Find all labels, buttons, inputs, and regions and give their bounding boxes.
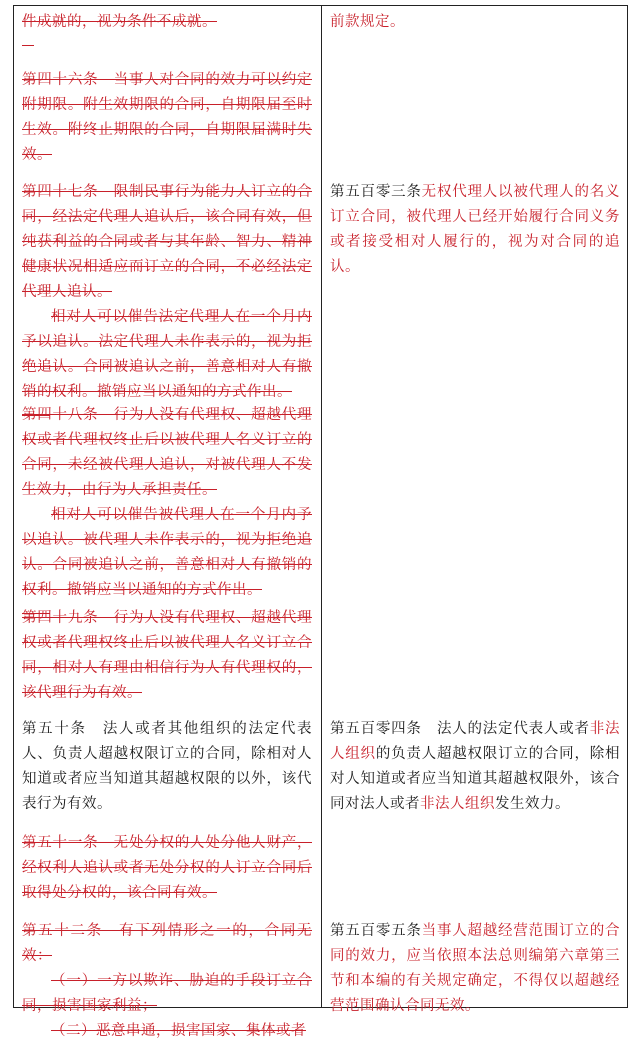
deleted-text: 第四十九条 行为人没有代理权、超越代理权或者代理权终止后以被代理人名义订立合同，相对人有理由相信行为人有代理权的，该代理行为有效。 (22, 610, 312, 701)
deleted-text: 相对人可以催告被代理人在一个月内予以追认。被代理人未作表示的，视为拒绝追认。合同被追认之前，善意相对人有撤销的权利。撤销应当以通知的方式作出。 (22, 507, 312, 598)
deleted-text: 第五十一条 无处分权的人处分他人财产，经权利人追认或者无处分权的人订立合同后取得处分权的，该合同有效。 (22, 835, 312, 901)
deleted-text: 第五十二条 有下列情形之一的，合同无效： (22, 923, 312, 964)
left-fragment-top (22, 10, 312, 46)
article-text-changed: 无权代理人以被代理人的名义订立合同，被代理人已经开始履行合同义务或者接受相对人履行的，视为对合同的追认。 (330, 184, 621, 275)
deleted-text: 第四十七条 限制民事行为能力人订立的合同，经法定代理人追认后，该合同有效，但纯获利益的合同或者与其年龄、智力、精神健康状况相适应而订立的合同，不必经法定代理人追认。 (22, 184, 312, 300)
article-505 (330, 919, 620, 1019)
article-52-deleted (22, 919, 312, 1044)
article-49-deleted (22, 606, 312, 706)
deleted-text: 第四十六条 当事人对合同的效力可以约定附期限。附生效期限的合同，自期限届至时生效。附终止期限的合同，自期限届满时失效。 (22, 72, 312, 163)
article-number: 第五百零三条 (330, 184, 422, 200)
article-text: 第五十条 法人或者其他组织的法定代表人、负责人超越权限订立的合同，除相对人知道或者应当知道其超越权限的以外，该代表行为有效。 (22, 721, 312, 812)
right-column-new-code (322, 6, 628, 1014)
article-50 (22, 717, 312, 817)
article-503 (330, 180, 620, 280)
article-47-deleted (22, 180, 312, 416)
deleted-text: （二）恶意串通，损害国家、集体或者 (51, 1023, 306, 1039)
deleted-text: 第四十八条 行为人没有代理权、超越代理权或者代理权终止后以被代理人名义订立的合同，未经被代理人追认，对被代理人不发生效力，由行为人承担责任。 (22, 407, 312, 498)
article-48-deleted (22, 403, 312, 614)
deleted-text: 件成就的，视为条件不成就。 (22, 14, 217, 30)
deleted-text: （一）一方以欺诈、胁迫的手段订立合同，损害国家利益； (22, 973, 312, 1014)
comparison-table (13, 5, 628, 1039)
left-column-old-law (14, 6, 320, 1039)
article-number: 第五百零五条 (330, 923, 422, 939)
article-text-changed: 非法人组织 (420, 796, 495, 812)
article-text: 第五百零四条 法人的法定代表人或者 (330, 721, 590, 737)
article-text: 发生效力。 (495, 796, 570, 812)
article-text-changed: 非法人组织 (330, 721, 621, 762)
article-text: 的负责人超越权限订立的合同，除相对人知道或者应当知道其超越权限外，该合同对法人或者 (330, 746, 621, 812)
right-fragment-top (330, 10, 620, 35)
article-text: 前款规定。 (330, 14, 405, 30)
deleted-text: 相对人可以催告法定代理人在一个月内予以追认。法定代理人未作表示的，视为拒绝追认。合同被追认之前，善意相对人有撤销的权利。撤销应当以通知的方式作出。 (22, 309, 312, 400)
article-text-changed: 当事人超越经营范围订立的合同的效力，应当依照本法总则编第六章第三节和本编的有关规定确定，不得仅以超越经营范围确认合同无效。 (330, 923, 621, 1014)
article-46-deleted (22, 68, 312, 168)
deletion-marker (22, 45, 34, 46)
article-504 (330, 717, 620, 817)
article-51-deleted (22, 831, 312, 906)
